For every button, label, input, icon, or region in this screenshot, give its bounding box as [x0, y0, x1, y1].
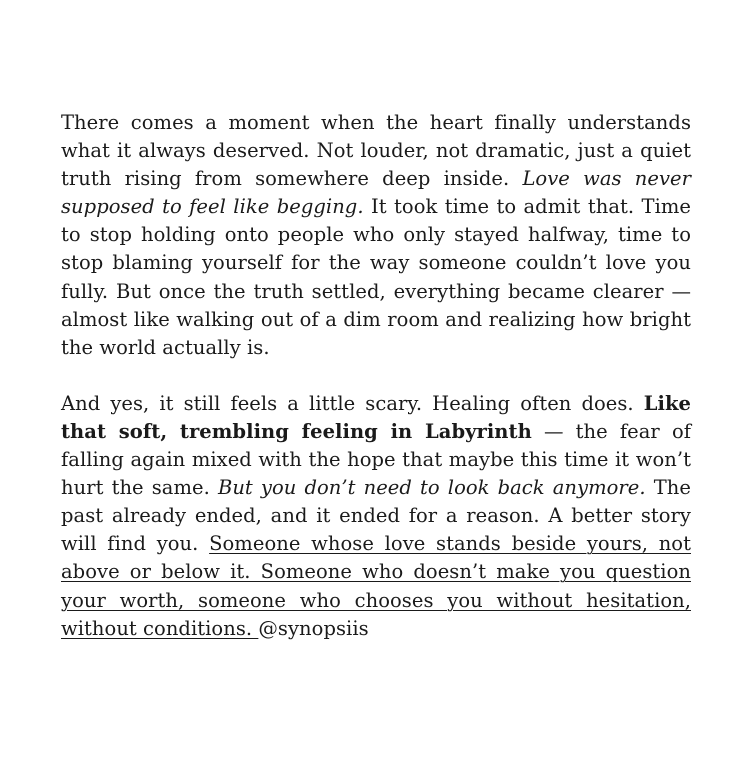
paragraph-2-after-italic: The past already ended, and it ended for a reason. A better story will find you.: [61, 476, 691, 556]
paragraph-2-intro: And yes, it still feels a little scary. Healing often does.: [61, 391, 644, 415]
paragraph-2-middle: — the fear of falling again mixed with the hope that maybe this time it won’t hurt the same.: [61, 419, 692, 500]
paragraph-1-intro: There comes a moment when the heart finally understands what it always deserved. Not louder, not dramatic, just a quiet truth rising from somewhere deep inside.: [61, 111, 691, 191]
text-post: [61, 109, 691, 643]
paragraph-1: [61, 109, 691, 362]
paragraph-2-italic-phrase: But you don’t need to look back anymore.: [217, 476, 646, 500]
author-handle: @synopsiis: [258, 616, 369, 640]
paragraph-2: [61, 390, 691, 643]
paragraph-2-underlined-phrase: Someone whose love stands beside yours, not above or below it. Someone who doesn’t make you question your worth, someone who chooses you without hesitation, without conditions.: [61, 532, 691, 640]
paragraph-1-rest: It took time to admit that. Time to stop holding onto people who only stayed halfway, time to stop blaming yourself for the way someone couldn’t love you fully. But once the truth settled, everything became clearer — almost like walking out of a dim room and realizing how bright the world actually is.: [61, 195, 691, 359]
paragraph-1-italic-quote: Love was never supposed to feel like begging.: [61, 167, 691, 219]
paragraph-2-bold-phrase: Like that soft, trembling feeling in Labyrinth: [61, 391, 691, 443]
